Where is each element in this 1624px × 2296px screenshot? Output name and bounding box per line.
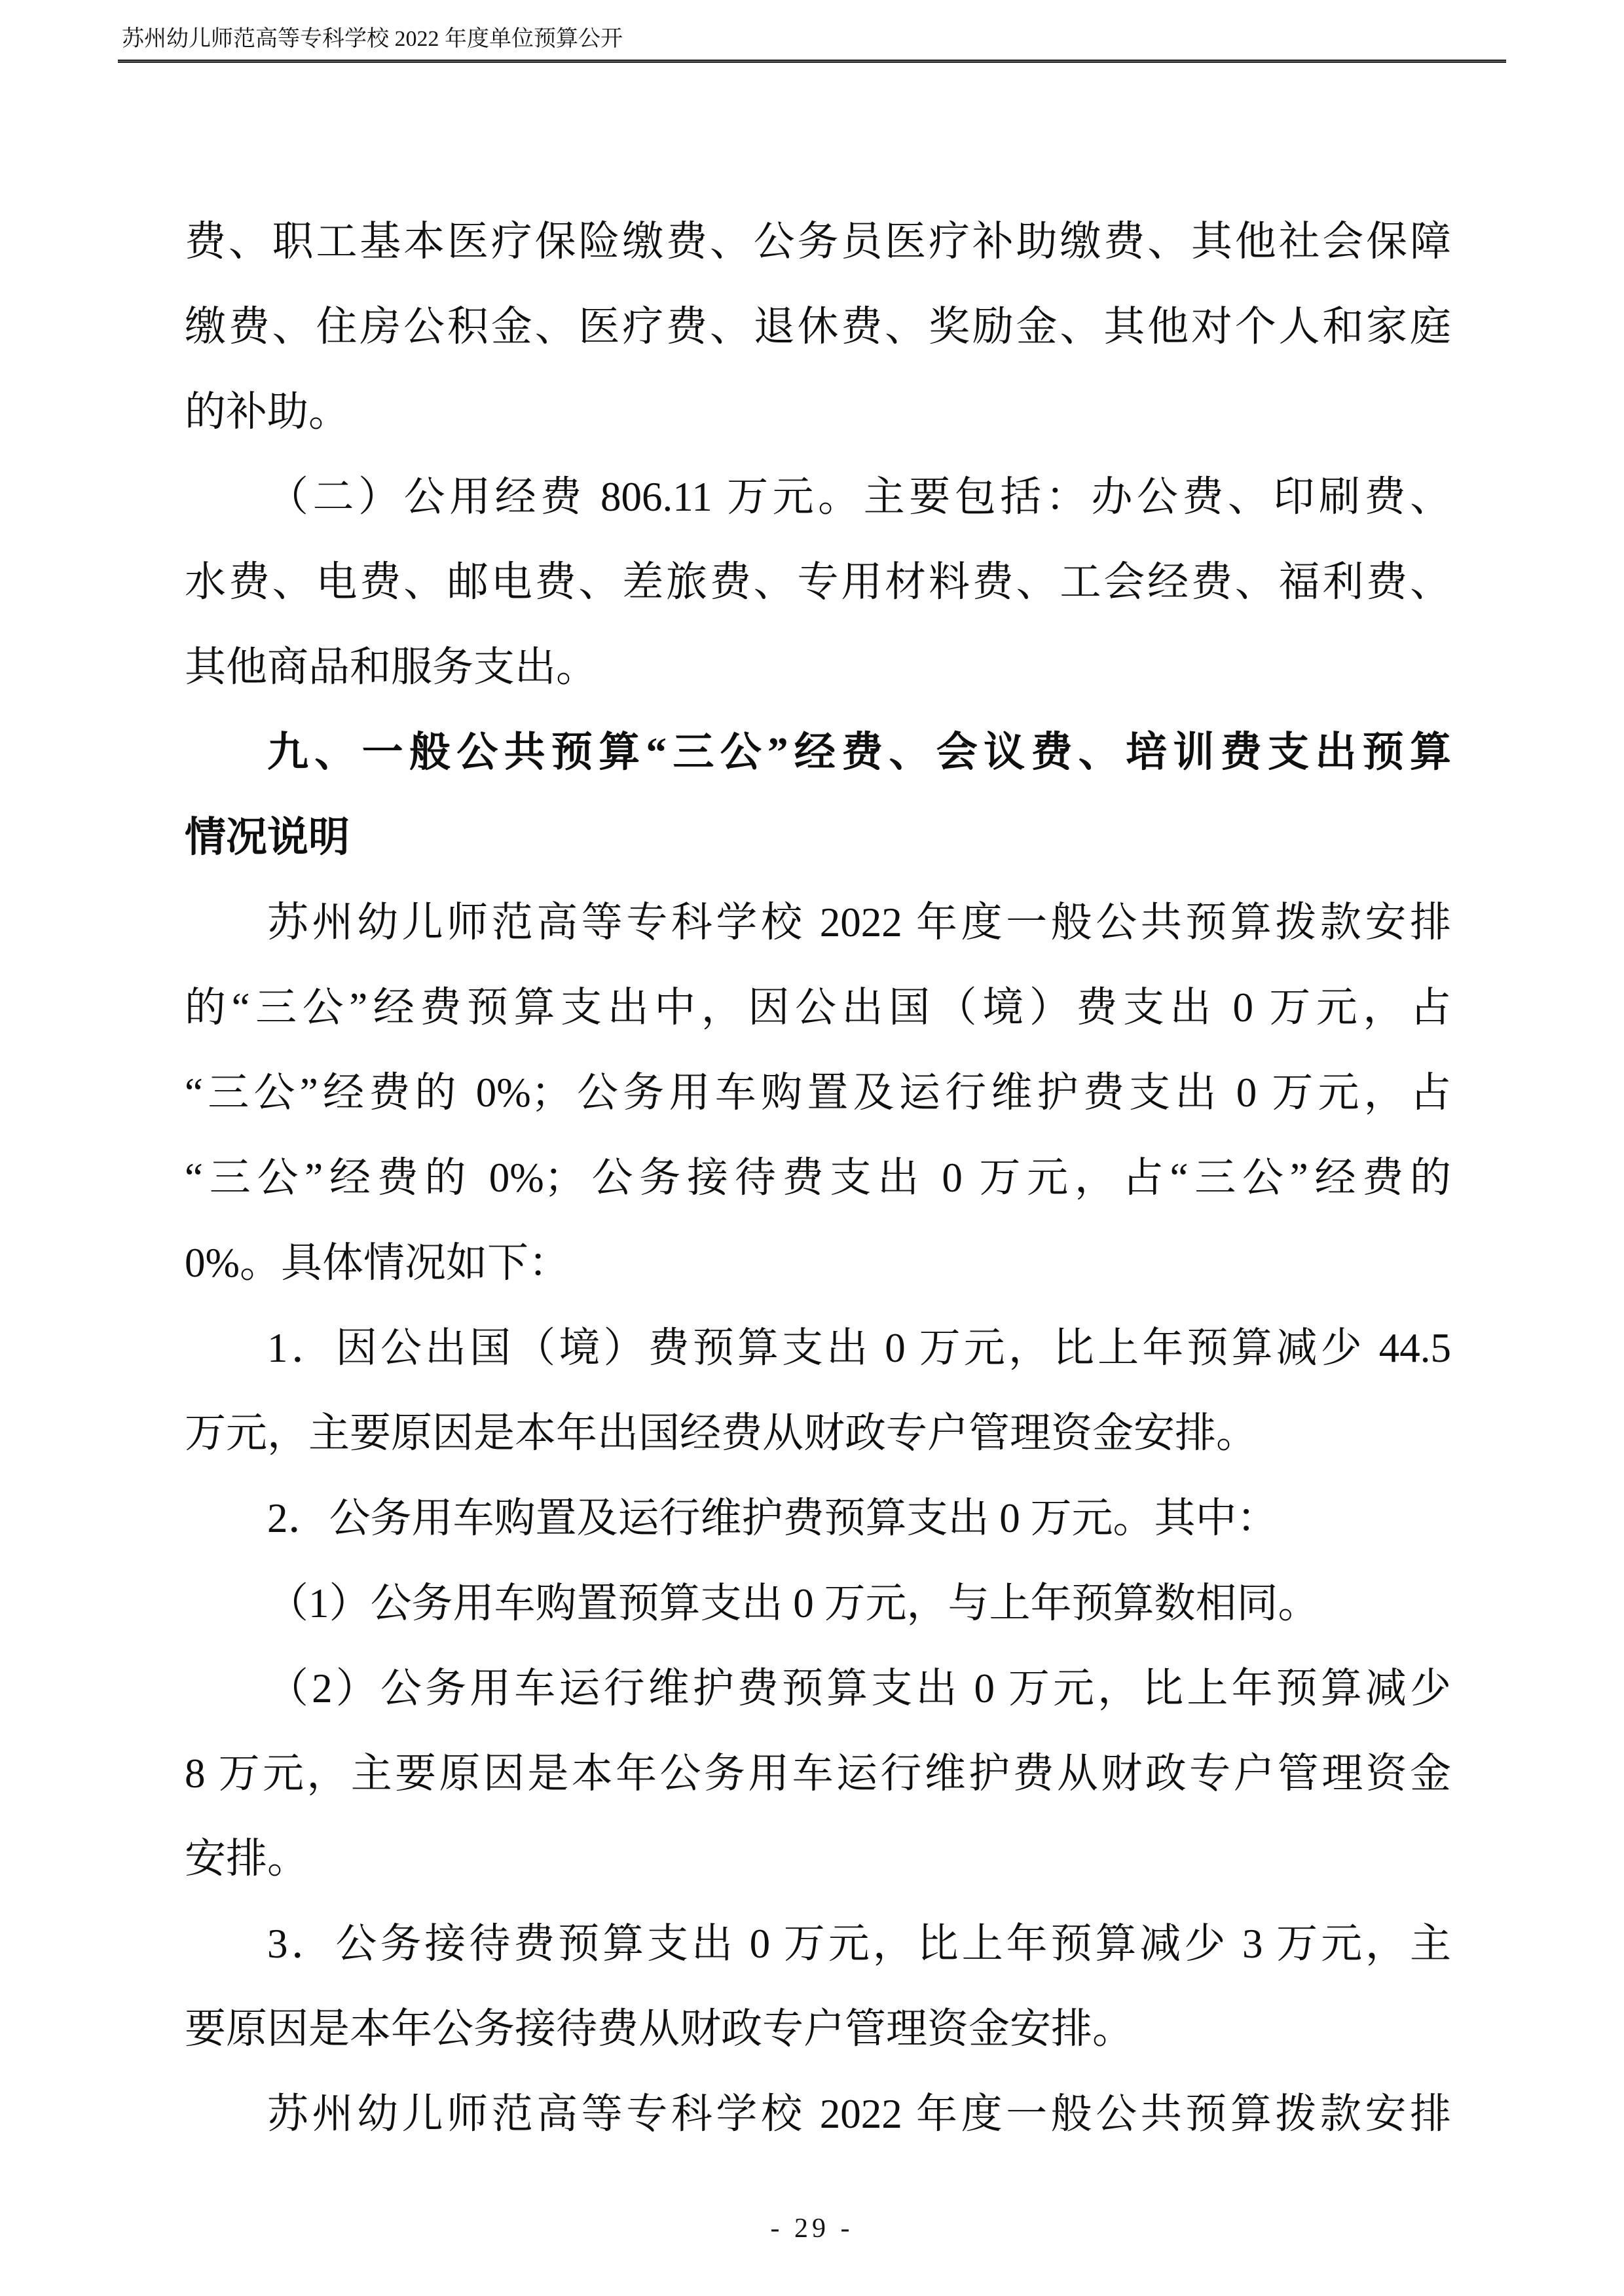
body-line: “三公”经费的 0%；公务接待费支出 0 万元，占“三公”经费的 <box>185 1155 1451 1201</box>
body-line: 8 万元，主要原因是本年公务用车运行维护费从财政专户管理资金 <box>185 1751 1451 1796</box>
document-body <box>185 199 1451 2157</box>
body-line: （2）公务用车运行维护费预算支出 0 万元，比上年预算减少 <box>267 1666 1451 1711</box>
body-line: 万元，主要原因是本年出国经费从财政专户管理资金安排。 <box>185 1410 1257 1456</box>
body-line: 苏州幼儿师范高等专科学校 2022 年度一般公共预算拨款安排 <box>267 2091 1451 2137</box>
body-line: 九、一般公共预算“三公”经费、会议费、培训费支出预算 <box>267 729 1451 775</box>
body-line: （1）公务用车购置预算支出 0 万元，与上年预算数相同。 <box>267 1580 1320 1626</box>
footer-page-number: - 29 - <box>770 2214 854 2244</box>
body-line: 其他商品和服务支出。 <box>185 644 597 690</box>
body-line: （二）公用经费 806.11 万元。主要包括：办公费、印刷费、 <box>267 474 1451 520</box>
header-rule <box>118 60 1506 63</box>
body-line: 的“三公”经费预算支出中，因公出国（境）费支出 0 万元，占 <box>185 985 1451 1030</box>
body-line: 3．公务接待费预算支出 0 万元，比上年预算减少 3 万元，主 <box>267 1921 1451 1967</box>
body-line: 缴费、住房公积金、医疗费、退休费、奖励金、其他对个人和家庭 <box>185 304 1451 350</box>
body-line: 水费、电费、邮电费、差旅费、专用材料费、工会经费、福利费、 <box>185 559 1451 605</box>
body-line: 情况说明 <box>185 814 350 860</box>
body-line: 的补助。 <box>185 389 350 435</box>
body-line: 2．公务用车购置及运行维护费预算支出 0 万元。其中： <box>267 1495 1278 1541</box>
body-line: 0%。具体情况如下： <box>185 1240 570 1286</box>
header-title: 苏州幼儿师范高等专科学校 2022 年度单位预算公开 <box>122 27 623 51</box>
body-line: 安排。 <box>185 1836 308 1882</box>
body-line: 费、职工基本医疗保险缴费、公务员医疗补助缴费、其他社会保障 <box>185 219 1451 264</box>
body-line: “三公”经费的 0%；公务用车购置及运行维护费支出 0 万元，占 <box>185 1070 1451 1116</box>
body-line: 要原因是本年公务接待费从财政专户管理资金安排。 <box>185 2006 1134 2052</box>
body-line: 1．因公出国（境）费预算支出 0 万元，比上年预算减少 44.5 <box>267 1325 1451 1371</box>
body-line: 苏州幼儿师范高等专科学校 2022 年度一般公共预算拨款安排 <box>267 900 1451 945</box>
